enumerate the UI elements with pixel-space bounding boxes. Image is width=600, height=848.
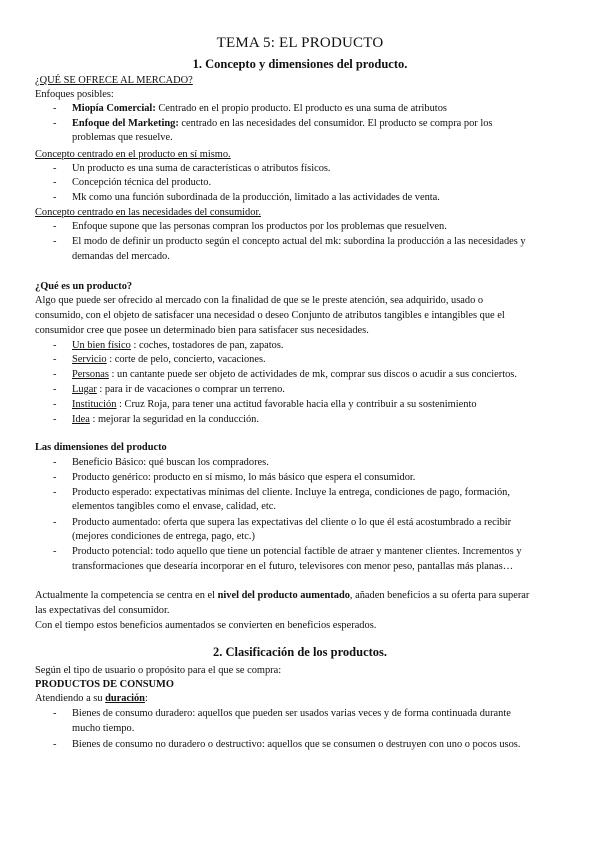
- enfoque-marketing-term: Enfoque del Marketing:: [72, 118, 179, 129]
- product-type-term: Idea: [72, 414, 90, 425]
- section-1-heading: 1. Concepto y dimensiones del producto.: [192, 57, 408, 71]
- conclusion-line: [35, 589, 529, 602]
- bullet-dash: -: [53, 457, 57, 468]
- list-item-cont: demandas del mercado.: [72, 251, 170, 262]
- dimension-item: Producto aumentado: oferta que supera las expectativas del cliente o lo que él está acostumbrado a recibir: [72, 517, 512, 528]
- list-item: Concepción técnica del producto.: [72, 177, 212, 188]
- bullet-dash: -: [53, 340, 57, 351]
- list-item: Enfoque supone que las personas compran los productos por los problemas que resuelven.: [72, 221, 447, 232]
- dimension-item: Beneficio Básico: qué buscan los compradores.: [72, 457, 269, 468]
- product-type-item: [72, 339, 284, 352]
- product-type-term: Personas: [72, 369, 109, 380]
- bullet-dash: -: [53, 739, 57, 750]
- conclusion-line: Con el tiempo estos beneficios aumentados se convierten en beneficios esperados.: [35, 620, 377, 631]
- bullet-dash: -: [53, 118, 57, 129]
- section-2-heading: 2. Clasificación de los productos.: [212, 645, 388, 659]
- bullet-dash: -: [53, 487, 57, 498]
- product-type-text: : mejorar la seguridad en la conducción.: [89, 414, 259, 425]
- definition-line: consumidor cree que posee un determinado bien para satisfacer sus necesidades.: [35, 325, 369, 336]
- dimension-item: Producto potencial: todo aquello que tiene un potencial factible de atraer y mantener clientes. Incrementos y: [72, 546, 522, 557]
- product-type-term: Lugar: [72, 384, 97, 395]
- bullet-dash: -: [53, 399, 57, 410]
- duration-colon: :: [144, 693, 148, 704]
- conclusion-text: , añaden beneficios a su oferta para superar: [349, 590, 530, 601]
- bullet-dash: -: [53, 414, 57, 425]
- definition-line: Algo que puede ser ofrecido al mercado con la finalidad de que se le preste atención, sea adquirido, usado o: [35, 295, 484, 306]
- bullet-dash: -: [53, 236, 57, 247]
- duration-term: duración: [105, 693, 145, 704]
- list-item: Mk como una función subordinada de la producción, limitado a las actividades de venta.: [72, 192, 440, 203]
- product-type-item: [72, 398, 477, 411]
- dimension-item: Producto genérico: producto en sí mismo, lo más básico que espera el consumidor.: [72, 472, 416, 483]
- product-type-text: : Cruz Roja, para tener una actitud favorable hacia ella y contribuir a su sostenimiento: [116, 399, 477, 410]
- product-type-item: [72, 368, 517, 381]
- enfoque-marketing: [72, 117, 492, 130]
- concept-product-heading: Concepto centrado en el producto en sí mismo.: [35, 149, 231, 160]
- bullet-dash: -: [53, 163, 57, 174]
- dimensions-heading: Las dimensiones del producto: [35, 442, 167, 453]
- enfoque-miopia-text: Centrado en el propio producto. El producto es una suma de atributos: [155, 103, 447, 114]
- market-question: ¿QUÉ SE OFRECE AL MERCADO?: [35, 75, 193, 86]
- conclusion-text: Actualmente la competencia se centra en el: [35, 590, 218, 601]
- product-type-item: [72, 413, 259, 426]
- dimension-item-cont: (mejores condiciones de entrega, pago, etc.): [72, 531, 255, 542]
- duration-line: [35, 692, 148, 705]
- consumer-products-heading: PRODUCTOS DE CONSUMO: [35, 679, 174, 690]
- definition-line: consumido, con el objeto de satisfacer una necesidad o deseo Conjunto de atributos tangibles e intangibles que el: [35, 310, 505, 321]
- bullet-dash: -: [53, 517, 57, 528]
- list-item: Un producto es una suma de características o atributos físicos.: [72, 163, 331, 174]
- document-title: TEMA 5: EL PRODUCTO: [216, 35, 384, 51]
- classification-intro: Según el tipo de usuario o propósito para el que se compra:: [35, 665, 282, 676]
- bullet-dash: -: [53, 177, 57, 188]
- product-type-text: : coches, tostadores de pan, zapatos.: [130, 340, 284, 351]
- product-type-term: Institución: [72, 399, 117, 410]
- product-type-term: Servicio: [72, 354, 107, 365]
- dimension-item-cont: elementos tangibles como el envase, calidad, etc.: [72, 501, 276, 512]
- bullet-dash: -: [53, 192, 57, 203]
- list-item: El modo de definir un producto según el concepto actual del mk: subordina la producción a las necesidades y: [72, 236, 526, 247]
- list-item: Bienes de consumo no duradero o destructivo: aquellos que se consumen o destruyen con uno o pocos usos.: [72, 739, 521, 750]
- bullet-dash: -: [53, 369, 57, 380]
- dimension-item-cont: transformaciones que desearía incorporar en el futuro, televisores con menor peso, pantallas más planas…: [72, 561, 514, 572]
- product-type-item: [72, 353, 266, 366]
- product-type-text: : corte de pelo, concierto, vacaciones.: [106, 354, 266, 365]
- enfoques-label: Enfoques posibles:: [35, 89, 114, 100]
- bullet-dash: -: [53, 708, 57, 719]
- dimension-item: Producto esperado: expectativas mínimas del cliente. Incluye la entrega, condiciones de pago, formación,: [72, 487, 510, 498]
- product-type-text: : un cantante puede ser objeto de actividades de mk, comprar sus discos o acudir a sus conciertos.: [108, 369, 517, 380]
- product-type-item: [72, 383, 285, 396]
- enfoque-miopia: [72, 102, 447, 115]
- conclusion-emphasis: nivel del producto aumentado: [217, 590, 350, 601]
- enfoque-miopia-term: Miopía Comercial:: [72, 103, 156, 114]
- bullet-dash: -: [53, 354, 57, 365]
- conclusion-line: las expectativas del consumidor.: [35, 605, 170, 616]
- product-type-text: : para ir de vacaciones o comprar un terreno.: [96, 384, 285, 395]
- enfoque-marketing-cont: problemas que resuelve.: [72, 132, 173, 143]
- bullet-dash: -: [53, 221, 57, 232]
- product-type-term: Un bien físico: [72, 340, 131, 351]
- enfoque-marketing-text: centrado en las necesidades del consumidor. El producto se compra por los: [178, 118, 493, 129]
- bullet-dash: -: [53, 103, 57, 114]
- duration-text: Atendiendo a su: [35, 693, 106, 704]
- bullet-dash: -: [53, 384, 57, 395]
- list-item: Bienes de consumo duradero: aquellos que pueden ser usados varias veces y de forma continuada durante: [72, 708, 511, 719]
- concept-consumer-heading: Concepto centrado en las necesidades del consumidor.: [35, 207, 261, 218]
- product-question: ¿Qué es un producto?: [35, 281, 133, 292]
- bullet-dash: -: [53, 546, 57, 557]
- list-item-cont: mucho tiempo.: [72, 723, 135, 734]
- bullet-dash: -: [53, 472, 57, 483]
